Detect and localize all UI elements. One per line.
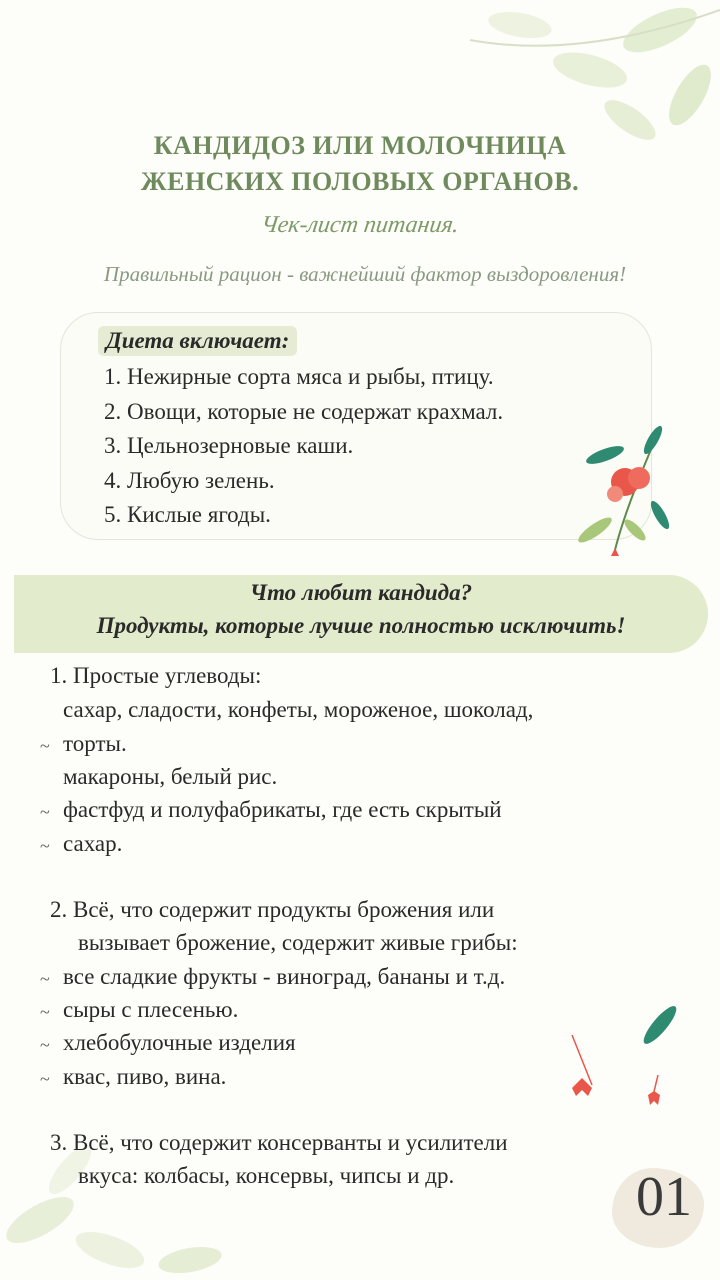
diet-item: 3. Цельнозерновые каши. [104, 433, 354, 458]
list-item: сахар, сладости, конфеты, мороженое, шоколад, [63, 697, 534, 722]
list-item: все сладкие фрукты - виноград, бананы и т.д. [63, 964, 506, 989]
section-title: 3. Всё, что содержит консерванты и усилители [50, 1130, 508, 1155]
list-item: фастфуд и полуфабрикаты, где есть скрытый [63, 797, 502, 822]
tilde-bullet: ~ [40, 969, 50, 989]
tilde-bullet: ~ [40, 802, 50, 822]
section-title: 1. Простые углеводы: [50, 663, 262, 688]
section-title: 2. Всё, что содержит продукты брожения или [50, 897, 495, 922]
page-title [0, 128, 720, 200]
section-title-cont: вкуса: колбасы, консервы, чипсы и др. [78, 1163, 455, 1188]
diet-list [104, 360, 503, 533]
tilde-bullet: ~ [40, 736, 50, 756]
section-title-cont: вызывает брожение, содержит живые грибы: [78, 930, 518, 955]
checklist-subtitle: Чек-лист питания. [259, 212, 461, 238]
diet-item: 2. Овощи, которые не содержат крахмал. [104, 398, 504, 424]
tagline: Правильный рацион - важнейший фактор выздоровления! [103, 262, 627, 286]
diet-heading: Диета включает: [98, 326, 297, 356]
list-item: квас, пиво, вина. [63, 1064, 227, 1089]
diet-item: 4. Любую зелень. [104, 467, 275, 493]
petal-decoration [560, 1000, 690, 1120]
tilde-bullet: ~ [40, 1035, 50, 1055]
list-item: макароны, белый рис. [63, 764, 278, 789]
list-item: хлебобулочные изделия [63, 1030, 296, 1055]
list-item: сахар. [63, 831, 123, 856]
page-number: 01 [636, 1166, 692, 1228]
tilde-bullet: ~ [40, 1002, 50, 1022]
title-line-2: ЖЕНСКИХ ПОЛОВЫХ ОРГАНОВ. [140, 167, 580, 196]
title-line-1: КАНДИДОЗ ИЛИ МОЛОЧНИЦА [153, 131, 567, 160]
diet-item: 1. Нежирные сорта мяса и рыбы, птицу. [104, 364, 494, 389]
tilde-bullet: ~ [40, 836, 50, 856]
list-item: торты. [63, 731, 127, 756]
tilde-bullet: ~ [40, 1069, 50, 1089]
list-item: сыры с плесенью. [63, 997, 239, 1022]
banner-exclude-title: Продукты, которые лучше полностью исключить! [96, 613, 626, 638]
diet-item: 5. Кислые ягоды. [104, 502, 271, 527]
banner-question: Что любит кандида? [249, 580, 473, 605]
flower-icon [575, 420, 675, 560]
